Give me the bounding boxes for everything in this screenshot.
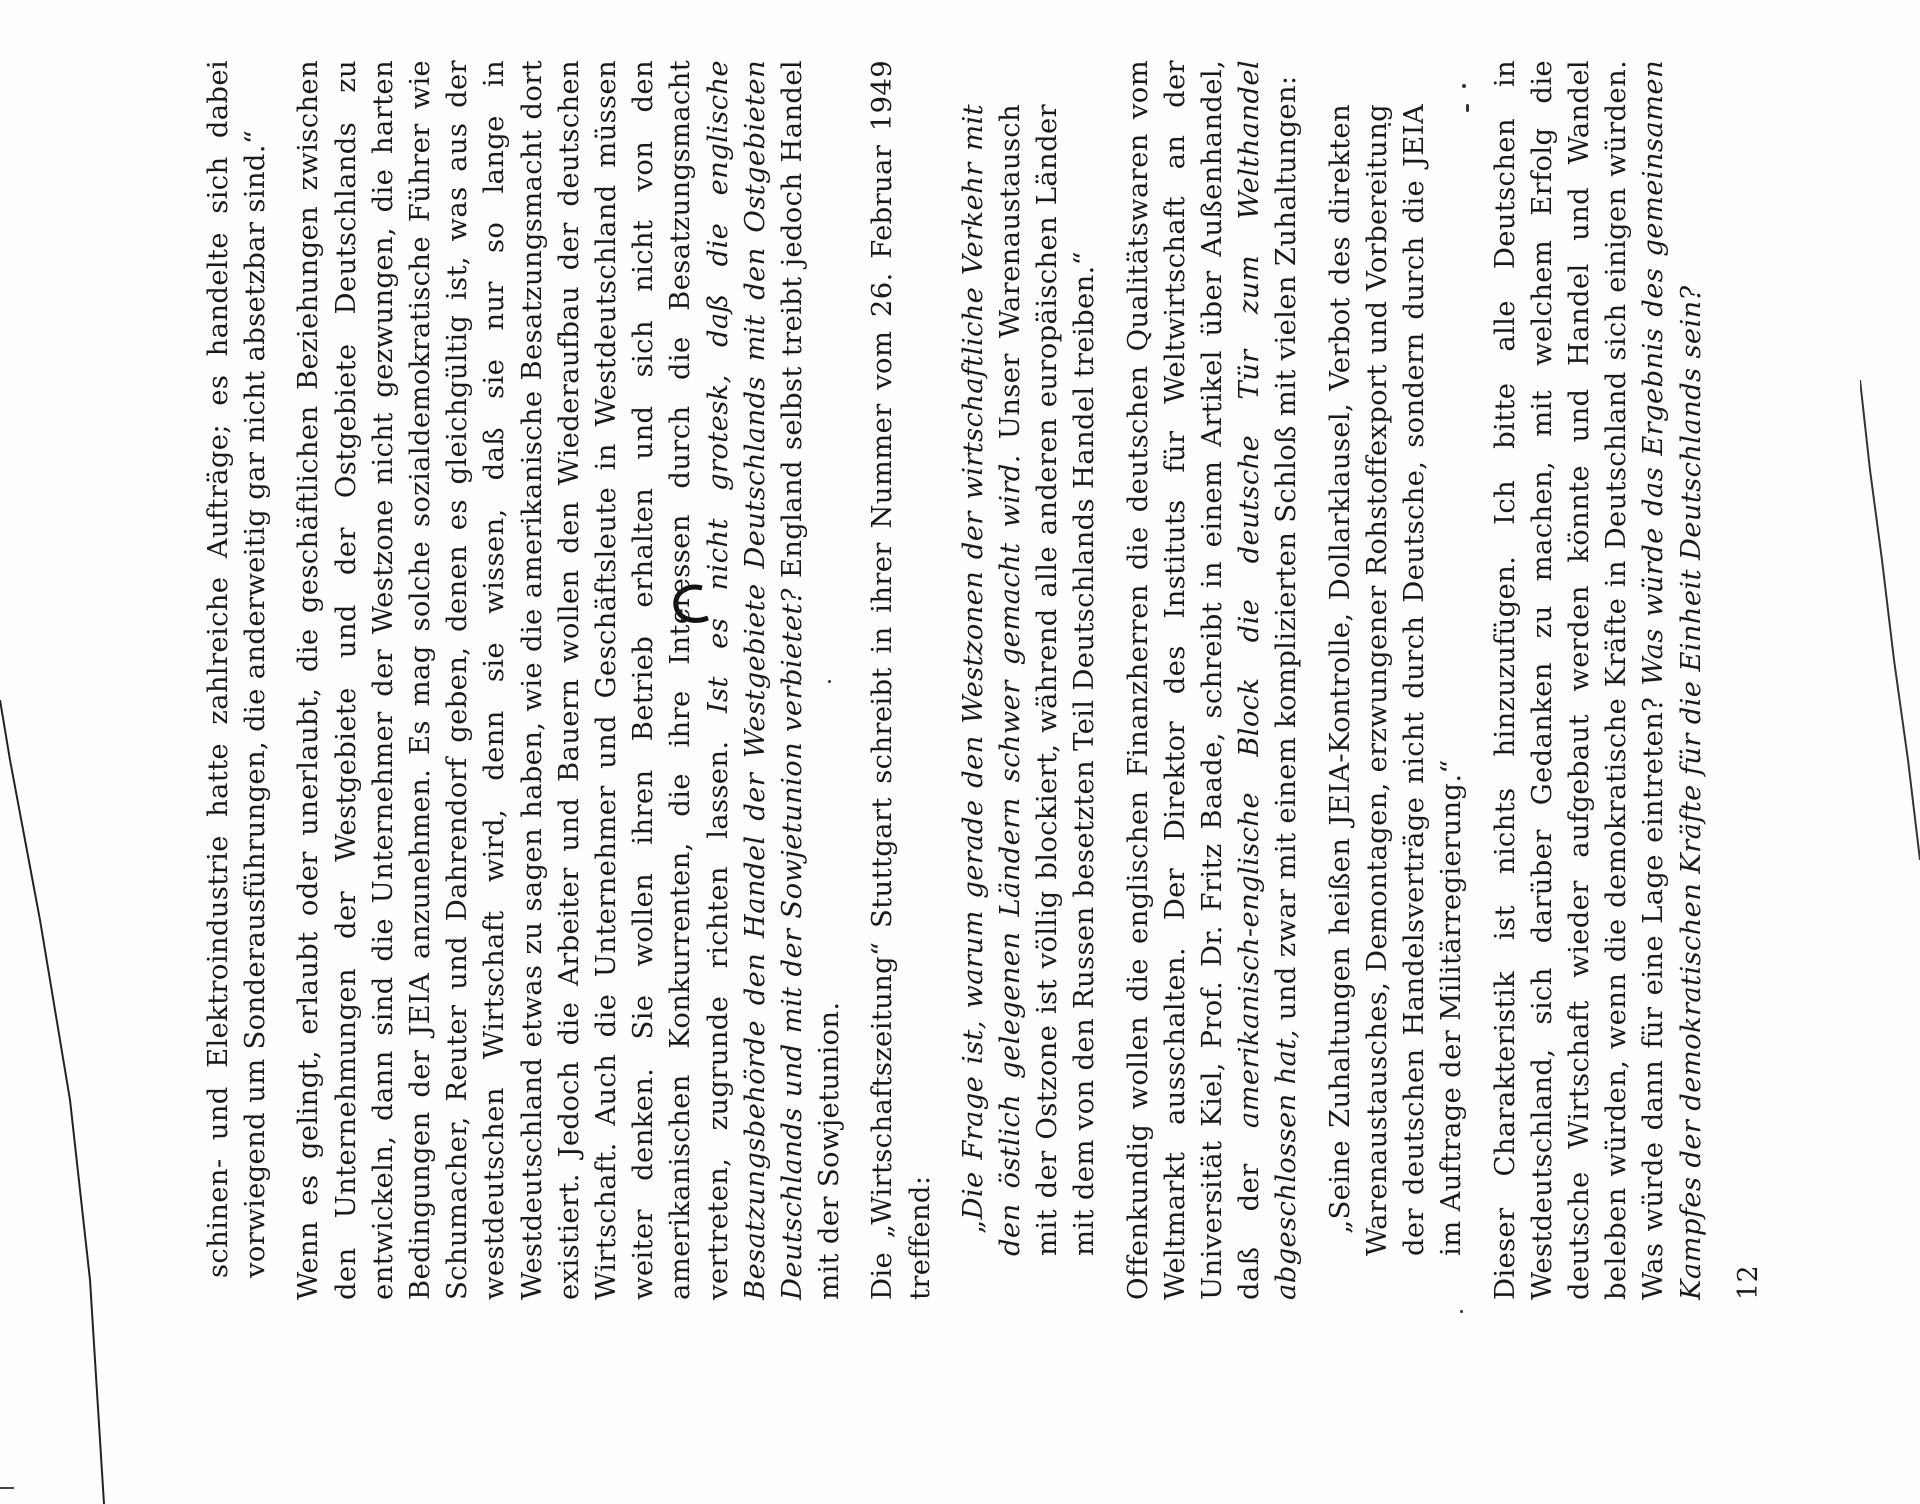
quote-paragraph: [955, 60, 1104, 1300]
emphasized-text: Was würde das Ergebnis des gemeinsamen Kampfes der demokratischen Kräfte für die Einheit Deutschlands sein?: [1637, 60, 1707, 1300]
emphasized-text: amerikanisch-englische Block die deutsche Tür zum Welthandel abgeschlossen hat,: [1233, 60, 1303, 1300]
body-paragraph: [1487, 60, 1710, 1300]
text-run: Offenkundig wollen die englischen Finanzherren die deutschen Qualitätswaren vom Weltmarkt ausschalten. Der Direktor des Instituts für Weltwirtschaft an der Universität Kiel, Prof. Dr. Fritz Baade, schreibt in einem Artikel über Außenhandel, daß der: [1121, 60, 1266, 1300]
body-paragraph: [1120, 60, 1306, 1300]
text-run: „: [956, 1219, 989, 1234]
text-run: schinen- und Elektroindustrie hatte zahlreiche Aufträge; es handelte sich dabei vorwiegend um Sonderausführungen, die anderweitig gar nicht absetzbar sind.“: [202, 60, 272, 1278]
continued-paragraph: [200, 60, 274, 1300]
scan-edge-line-right: [1860, 0, 1920, 1504]
body-paragraph: [864, 60, 938, 1300]
quote-paragraph: [1322, 60, 1471, 1300]
page-body: [200, 60, 1764, 1300]
text-run: Die „Wirtschaftszeitung“ Stuttgart schreibt in ihrer Nummer vom 26. Februar 1949 treffend:: [866, 60, 936, 1300]
page-number: 12: [1732, 1265, 1764, 1300]
text-run: Unser Warenaustausch mit der Ostzone ist völlig blockiert, während alle anderen europäischen Länder mit dem von den Russen besetzten Teil Deutschlands Handel treiben.“: [994, 104, 1101, 1256]
text-column: [200, 60, 1710, 1300]
scan-speck: [1460, 1310, 1463, 1313]
emphasized-text: Die Frage ist, warum gerade den Westzonen der wirtschaftliche Verkehr mit den östlich gelegenen Ländern schwer gemacht wird.: [956, 104, 1027, 1256]
text-run: England selbst treibt jedoch Handel mit der Sowjetunion.: [776, 60, 846, 1300]
text-run: und zwar mit einem komplizierten Schloß mit vielen Zuhaltungen:: [1270, 75, 1303, 1030]
body-paragraph: [290, 60, 848, 1300]
scan-edge-line-left: [0, 0, 110, 1504]
text-run: Dieser Charakteristik ist nichts hinzuzufügen. Ich bitte alle Deutschen in Westdeutschland, sich darüber Gedanken zu machen, mit welchem Erfolg die deutsche Wirtschaft wieder aufgebaut werden könnte und Handel und Wandel beleben würden, wenn die demokratische Kräfte in Deutschland sich einigen würden. Was würde dann für eine Lage eintreten?: [1488, 60, 1670, 1300]
text-run: Wenn es gelingt, erlaubt oder unerlaubt, die geschäftlichen Beziehungen zwischen den Unternehmungen der Westgebiete und der Ostgebiete Deutschlands zu entwickeln, dann sind die Unternehmer der Westzone nicht gezwungen, die harten Bedingungen der JEIA anzunehmen. Es mag solche sozialdemokratische Führer wie Schumacher, Reuter und Dahrendorf geben, denen es gleichgültig ist, was aus der westdeutschen Wirtschaft wird, denn sie wissen, daß sie nur so lange in Westdeutschland etwas zu sagen haben, wie die amerikanische Besatzungsmacht dort existiert. Jedoch die Arbeiter und Bauern wollen den Wiederaufbau der deutschen Wirtschaft. Auch die Unternehmer und Geschäftsleute in Westdeutschland müssen weiter denken. Sie wollen ihren Betrieb erhalten und sich nicht von den amerikanischen Konkurrenten, die ihre Interessen durch die Besatzungsmacht vertreten, zugrunde richten lassen.: [292, 60, 734, 1300]
emphasized-text: Ist es nicht grotesk, daß die englische Besatzungsbehörde den Handel der Westgebiete Deutschlands mit den Ostgebieten Deutschlands und mit der Sowjetunion verbietet?: [701, 60, 809, 1300]
text-run: „Seine Zuhaltungen heißen JEIA-Kontrolle, Dollarklausel, Verbot des direkten Warenaustausches, Demontagen, erzwungener Rohstoffexport und Vorbereitung der deutschen Handelsverträge nicht durch Deutsche, sondern durch die JEIA im Auftrage der Militärregierung.“: [1323, 104, 1468, 1256]
